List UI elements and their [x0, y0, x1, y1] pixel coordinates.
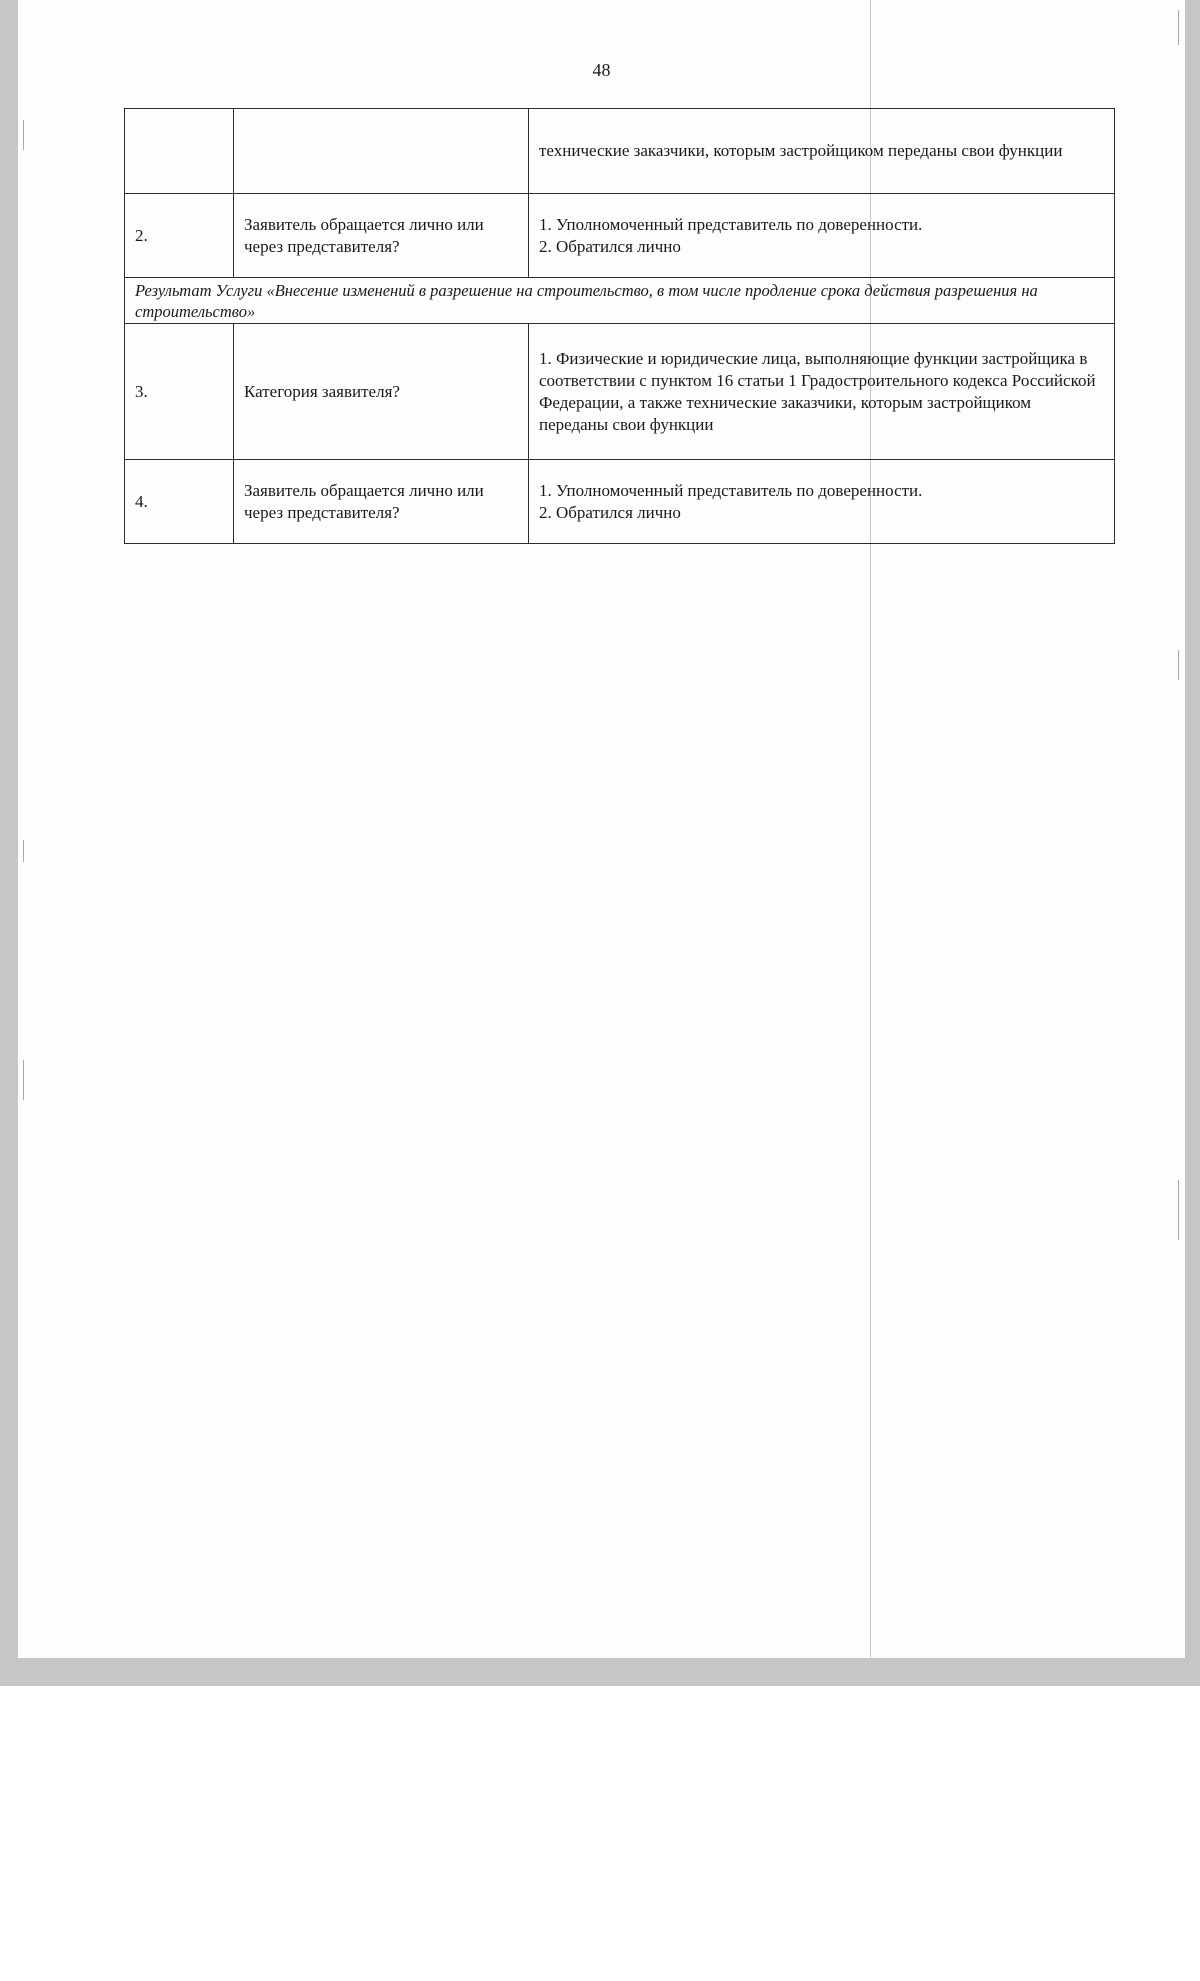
answer-cell — [529, 324, 1115, 460]
row-number-cell: 4. — [125, 460, 234, 544]
table-row — [125, 324, 1115, 460]
edge-tick — [1178, 1180, 1179, 1240]
edge-tick — [23, 120, 24, 150]
answer-option: 1. Уполномоченный представитель по доверенности. — [539, 480, 923, 500]
answer-cell: технические заказчики, которым застройщиком переданы свои функции — [529, 109, 1115, 194]
table-section-row — [125, 278, 1115, 324]
answer-option: 1. Уполномоченный представитель по доверенности. — [539, 214, 923, 234]
applicant-questions-table — [124, 108, 1115, 544]
answer-option: 2. Обратился лично — [539, 236, 681, 256]
edge-tick — [1178, 650, 1179, 680]
answer-option: 2. Обратился лично — [539, 502, 681, 522]
question-cell: Заявитель обращается лично или через представителя? — [234, 194, 529, 278]
question-cell: Заявитель обращается лично или через представителя? — [234, 460, 529, 544]
document-page — [18, 0, 1185, 1658]
row-number-cell — [125, 109, 234, 194]
table-row — [125, 194, 1115, 278]
question-cell: Категория заявителя? — [234, 324, 529, 460]
row-number-cell: 3. — [125, 324, 234, 460]
edge-tick — [23, 840, 24, 862]
answer-option: 1. Физические и юридические лица, выполняющие функции застройщика в соответствии с пунктом 16 статьи 1 Градостроительного кодекса Российской Федерации, а также технические заказчики, которым застройщиком переданы свои функции — [539, 348, 1096, 434]
answer-cell — [529, 460, 1115, 544]
question-cell — [234, 109, 529, 194]
page-number: 48 — [592, 60, 611, 80]
edge-tick — [23, 1060, 24, 1100]
row-number-cell: 2. — [125, 194, 234, 278]
answer-cell — [529, 194, 1115, 278]
table-row — [125, 109, 1115, 194]
edge-tick — [1178, 10, 1179, 45]
table-row — [125, 460, 1115, 544]
service-result-title: Результат Услуги «Внесение изменений в разрешение на строительство, в том числе продление срока действия разрешения на строительство» — [125, 278, 1115, 324]
